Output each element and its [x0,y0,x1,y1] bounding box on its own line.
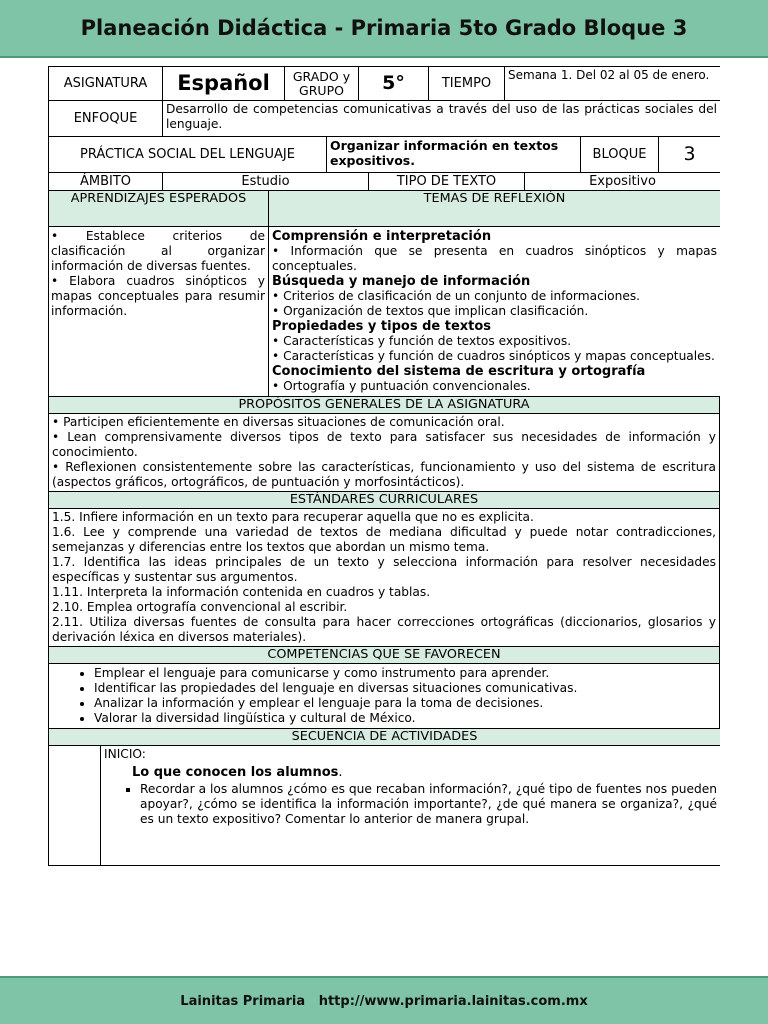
info-table-row-4 [48,172,720,191]
propositos-header: PROPÓSITOS GENERALES DE LA ASIGNATURA [49,397,720,414]
bloque-label: BLOQUE [581,137,659,173]
list-item: • Características y función de cuadros sinópticos y mapas conceptuales. [272,349,715,363]
competencias-table [48,646,720,729]
info-table-row-1 [48,66,720,101]
competencias-header: COMPETENCIAS QUE SE FAVORECEN [49,647,720,664]
list-item: • Identificar las propiedades del lenguaje en diversas situaciones comunicativas. [94,681,716,696]
competencias-list [52,666,716,726]
secuencia-table [48,728,720,866]
list-item: • Reflexionen consistentemente sobre las características, funcionamiento y uso del sistema de escritura (aspectos gráficos, ortográficos, de puntuación y morfosintácticos). [52,460,716,489]
inicio-label: INICIO: [104,747,146,761]
secuencia-subtitle-end: . [338,765,343,780]
info-table-row-2 [48,100,720,137]
planning-sheet [48,66,720,976]
header-banner [0,0,768,58]
estandares-header: ESTÁNDARES CURRICULARES [49,492,720,509]
asignatura-value: Español [163,67,285,101]
tipo-texto-label: TIPO DE TEXTO [369,173,525,191]
tiempo-value: Semana 1. Del 02 al 05 de enero. [505,67,721,101]
list-item: • Criterios de clasificación de un conjunto de informaciones. [272,289,641,303]
list-item: • Lean comprensivamente diversos tipos de texto para satisfacer sus necesidades de información y conocimiento. [52,430,716,459]
page-title: Planeación Didáctica - Primaria 5to Grado Bloque 3 [80,16,688,40]
list-item: • Valorar la diversidad lingüística y cultural de México. [94,711,716,726]
list-item: 2.11. Utiliza diversas fuentes de consulta para hacer correcciones ortográficas (diccionarios, glosarios y derivación léxica en diversos materiales). [52,615,716,644]
tema-title: Comprensión e interpretación [272,229,492,244]
list-item: • Emplear el lenguaje para comunicarse y como instrumento para aprender. [94,666,716,681]
list-item: 1.5. Infiere información en un texto para recuperar aquella que no es explicita. [52,510,534,524]
list-item: • Establece criterios de clasificación al organizar información de diversas fuentes. [51,229,265,273]
list-item: 1.11. Interpreta la información contenida en cuadros y tablas. [52,585,431,599]
temas-header: TEMAS DE REFLEXIÓN [269,191,721,227]
asignatura-label: ASIGNATURA [49,67,163,101]
tiempo-label: TIEMPO [429,67,505,101]
list-item: • Elabora cuadros sinópticos y mapas conceptuales para resumir información. [51,274,265,318]
footer-link[interactable]: Lainitas Primaria http://www.primaria.lainitas.com.mx [180,993,588,1009]
bloque-value: 3 [659,137,721,173]
list-item: • Ortografía y puntuación convencionales. [272,379,531,393]
temas-list [272,229,717,394]
list-item: • Analizar la información y emplear el lenguaje para la toma de decisiones. [94,696,716,711]
list-item: 2.10. Emplea ortografía convencional al escribir. [52,600,348,614]
enfoque-label: ENFOQUE [49,101,163,137]
list-item: 1.6. Lee y comprende una variedad de textos de mediana dificultad y puede notar contradicciones, semejanzas y diferencias entre los textos que abordan un mismo tema. [52,525,716,554]
tema-title: Propiedades y tipos de textos [272,319,492,334]
info-table-row-3 [48,136,720,173]
practica-value: Organizar información en textos expositivos. [327,137,581,173]
tipo-texto-value: Expositivo [525,173,721,191]
propositos-table [48,396,720,492]
list-item: • Información que se presenta en cuadros sinópticos y mapas conceptuales. [272,244,717,273]
footer-banner [0,976,768,1024]
list-item: ▪ Recordar a los alumnos ¿cómo es que recaban información?, ¿qué tipo de fuentes nos pueden apoyar?, ¿cómo se identifica la información importante?, ¿de qué manera se organiza?, ¿qué es un texto expositivo? Comentar lo anterior de manera grupal. [140,782,717,827]
list-item: • Organización de textos que implican clasificación. [272,304,589,318]
list-item: • Participen eficientemente en diversas situaciones de comunicación oral. [52,415,505,429]
secuencia-subtitle: Lo que conocen los alumnos [132,765,339,780]
practica-label: PRÁCTICA SOCIAL DEL LENGUAJE [49,137,327,173]
enfoque-value: Desarrollo de competencias comunicativas a través del uso de las prácticas sociales del lenguaje. [163,101,721,137]
ambito-label: ÁMBITO [49,173,163,191]
aprendizajes-header: APRENDIZAJES ESPERADOS [49,191,269,227]
tema-title: Búsqueda y manejo de información [272,274,531,289]
list-item: • Características y función de textos expositivos. [272,334,572,348]
grado-label: GRADO y GRUPO [285,67,359,101]
secuencia-header: SECUENCIA DE ACTIVIDADES [49,729,721,746]
aprendizajes-list [51,229,265,319]
secuencia-list [104,782,717,827]
ambito-value: Estudio [163,173,369,191]
aprendizajes-temas-table [48,190,720,397]
list-item: 1.7. Identifica las ideas principales de un texto y selecciona información para resolver necesidades específicas y sustentar sus argumentos. [52,555,716,584]
secuencia-side-cell [49,746,101,866]
tema-title: Conocimiento del sistema de escritura y ortografía [272,364,646,379]
grado-value: 5° [359,67,429,101]
estandares-table [48,491,720,647]
